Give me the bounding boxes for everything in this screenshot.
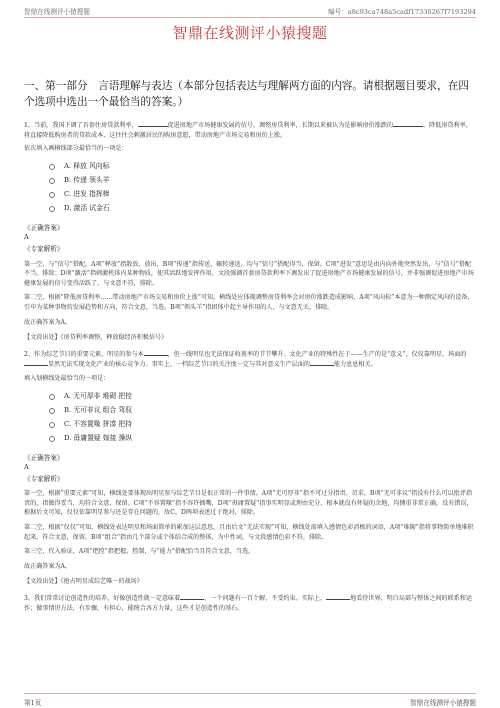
blank-line <box>393 120 423 127</box>
radio-icon[interactable] <box>49 408 55 414</box>
correct-answer-label: 《正确答案》 <box>24 453 64 462</box>
question-1-options <box>24 160 476 216</box>
source-citation: 【文段出处】《抢占明星成综艺唯一的战场》 <box>24 578 143 586</box>
option-item[interactable]: C. 进发 指挥棒 <box>49 188 476 202</box>
analysis-label: 《专家解析》 <box>24 474 64 483</box>
blank-line <box>144 349 168 356</box>
option-item[interactable]: D. 激活 试金石 <box>49 202 476 216</box>
page-header <box>24 5 476 18</box>
radio-icon[interactable] <box>49 192 55 198</box>
option-item[interactable]: A. 释放 风向标 <box>49 160 476 174</box>
blank-line <box>310 359 334 366</box>
question-2-prompt: 填入划横线处最恰当的一项是： <box>24 374 110 382</box>
option-item[interactable]: A. 无可厚非 堆砌 把控 <box>49 390 476 404</box>
source-citation: 【文段出处】《房贷利率调整，释放稳经济积极信号》 <box>24 334 168 342</box>
question-2-options <box>24 390 476 446</box>
analysis-paragraph: 第二空，根据“降低房贷利率……带动房地产市场交易和房价上涨”可知，横线处应体现调整房贷利率会对房价涨跌造成影响，A项“风向标”本意为一种测定风向的设备，引申为某种事物的发展趋势和方向，符合文意，当选。B项“领头羊”指团体中起主导作用的人，与文意无关，排除。 <box>24 294 474 311</box>
question-3-stem: 3、我们常常讨论创造性的培养，好像创造性就一定意味着 ，一个问题有一百个解，不受约束。实际上， 地看待世界，明白局部与整体之间的联系和运作；做事情讲方法，有步骤，有担心，能统合各方力量，这些才是创造性的基石。 <box>24 595 472 612</box>
page-footer <box>24 693 476 706</box>
option-item[interactable]: D. 毋庸置疑 嫁接 操纵 <box>49 432 476 446</box>
question-2-stem: 2、作为综艺节目的重要元素，明星的参与本 ，但一线明星也无法保证收视率的节节攀升。文化产业的特殊性在于——生产的是“意义”，仅仅靠明星、场面的显然无法实现文化产业的核心竞争力。事实上，一档综艺节目的关注度一定与其对意义生产层面的 能力息息相关。 <box>24 350 467 369</box>
analysis-paragraph: 第一空，根据“重要元素”可知，横线处要体现出明星参与综艺节目是很正常的一件事情。A项“无可厚非”指不可过分指责、苛求，B项“无可非议”指没有什么可以批评指责的，指做得妥当，均符合文意，保留。C项“不容置喙”指不容许插嘴，D项“毋庸置疑”指事实明显或理由充分，根本就没有怀疑的余地，均侧重非常正确，没有错误，根据后文可知，仅仅依靠明星参与还是存在问题的，故C、D两项表述过于绝对，排除。 <box>24 490 473 517</box>
radio-icon[interactable] <box>49 422 55 428</box>
analysis-paragraph: 第二空，根据“仅仅”可知，横线处表达明星和场面简单的累加这层意思，且由后文“无法实现”可知，横线处需填入感情色彩消极的词语，A项“堆砌”指将事物简单地堆积起来，符合文意，保留。B项“组合”指由几个部分或个体结合成的整体，为中性词，与文段感情色彩不符，排除。 <box>24 524 474 541</box>
radio-icon[interactable] <box>49 164 55 170</box>
section-title: 一、第一部分 言语理解与表达（本部分包括表达与理解两方面的内容。请根据题目要求，在四个选项中选出一个最恰当的答案。） <box>24 80 469 108</box>
header-left-text: 智鼎在线测评小猿搜题 <box>24 8 90 16</box>
analysis-paragraph: 第一空，与“信号”搭配。A项“释放”指散放、放出，B项“传递”指传送、辗转递送，均与“信号”搭配得当，保留。C项“进发”意思是由内向外地突然发出，与“信号”搭配不当，排除；D项“激活”指刺激机体内某种物质，使其活跃地发挥作用，文段强调首套房贷款利率下调发出了促进房地产市场健康发展的信号，并非强调促进房地产市场健康发展的信号变得活跃了，与文意不符，排除。 <box>24 260 474 287</box>
option-item[interactable]: C. 不容置喙 拼凑 把持 <box>49 418 476 432</box>
correct-answer: A <box>24 233 29 242</box>
blank-line <box>180 593 204 600</box>
radio-icon[interactable] <box>49 394 55 400</box>
radio-icon[interactable] <box>49 178 55 184</box>
blank-line <box>138 120 168 127</box>
analysis-paragraph: 第三空，代入验证，A项“把控”指把握、控制，与“能力”搭配恰当且符合文意，当选。 <box>24 548 255 556</box>
footer-right-text: 智鼎在线测评小猿搜题 <box>410 699 476 707</box>
blank-line <box>24 359 48 366</box>
radio-icon[interactable] <box>49 436 55 442</box>
question-1-prompt: 依次填入画横线部分最恰当的一项是： <box>24 145 128 153</box>
option-item[interactable]: B. 无可非议 组合 驾驭 <box>49 404 476 418</box>
analysis-label: 《专家解析》 <box>24 244 64 253</box>
radio-icon[interactable] <box>49 206 55 212</box>
document-id: 编号：a8c93ca748a5cadf17336267f7193294 <box>328 8 476 16</box>
correct-answer: A <box>24 463 29 472</box>
document-body <box>24 120 476 617</box>
option-item[interactable]: B. 传递 领头羊 <box>49 174 476 188</box>
question-1-stem: 1、当前，我国下调了首套住房贷款利率， 促进房地产市场健康发展的信号。调整房贷利率，长期以来被认为是影响房价涨跌的 。降低房贷利率，将直接降低购房者的贷款成本，这往往会刺激居民的购房意愿，带动房地产市场交易和房价上涨。 <box>24 122 472 139</box>
analysis-conclusion: 故正确答案为A。 <box>24 318 72 326</box>
correct-answer-label: 《正确答案》 <box>24 223 64 232</box>
page-number: 第1页 <box>24 699 42 707</box>
blank-line <box>326 593 350 600</box>
page-title: 智鼎在线测评小猿搜题 <box>172 24 328 42</box>
analysis-conclusion: 故正确答案为A。 <box>24 562 72 570</box>
